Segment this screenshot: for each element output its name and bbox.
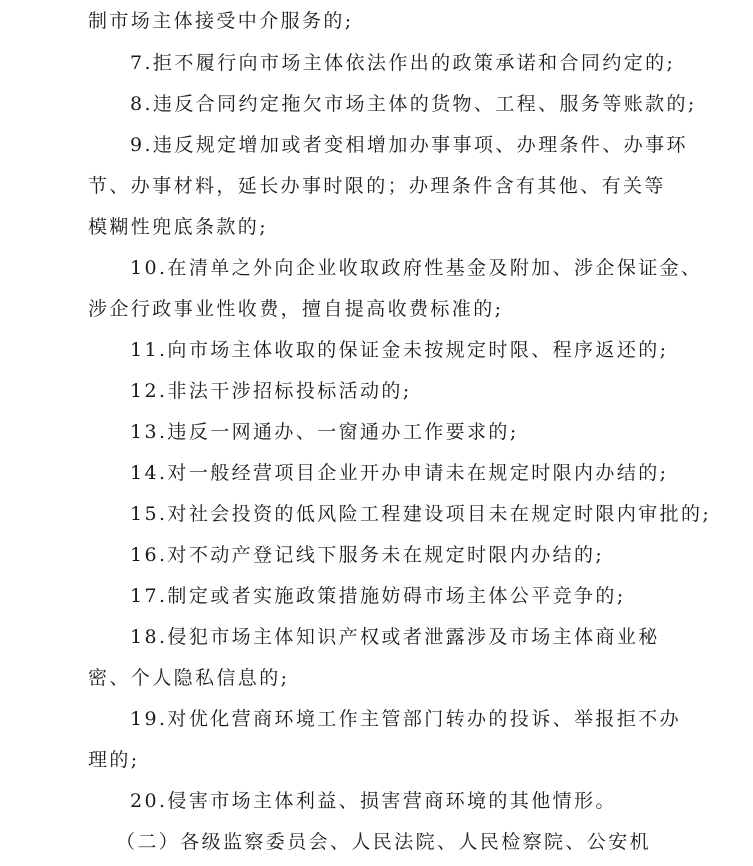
text-line: 制市场主体接受中介服务的; [88,10,354,32]
text-line: 涉企行政事业性收费，擅自提高收费标准的; [88,298,504,320]
text-line: 11.向市场主体收取的保证金未按规定时限、程序返还的; [130,339,669,361]
text-line: 18.侵犯市场主体知识产权或者泄露涉及市场主体商业秘 [130,626,660,648]
text-line: 19.对优化营商环境工作主管部门转办的投诉、举报拒不办 [130,708,682,730]
text-line: 7.拒不履行向市场主体依法作出的政策承诺和合同约定的; [130,52,676,74]
text-line: 20.侵害市场主体利益、损害营商环境的其他情形。 [130,790,617,812]
text-line: 16.对不动产登记线下服务未在规定时限内办结的; [130,544,605,566]
text-line: 节、办事材料，延长办事时限的；办理条件含有其他、有关等 [88,175,666,197]
text-line: 模糊性兜底条款的; [88,216,269,238]
text-line: 12.非法干涉招标投标活动的; [130,380,412,402]
text-line: 8.违反合同约定拖欠市场主体的货物、工程、服务等账款的; [130,93,697,115]
text-line: 17.制定或者实施政策措施妨碍市场主体公平竞争的; [130,585,626,607]
text-line: 13.违反一网通办、一窗通办工作要求的; [130,421,519,443]
text-line: 密、个人隐私信息的; [88,667,290,689]
text-line: 14.对一般经营项目企业开办申请未在规定时限内办结的; [130,462,669,484]
text-line: 10.在清单之外向企业收取政府性基金及附加、涉企保证金、 [130,257,703,279]
text-line: 理的; [88,749,140,771]
section-heading: （二）各级监察委员会、人民法院、人民检察院、公安机 [116,831,652,853]
text-line: 15.对社会投资的低风险工程建设项目未在规定时限内审批的; [130,503,712,525]
text-line: 9.违反规定增加或者变相增加办事事项、办理条件、办事环 [130,134,688,156]
